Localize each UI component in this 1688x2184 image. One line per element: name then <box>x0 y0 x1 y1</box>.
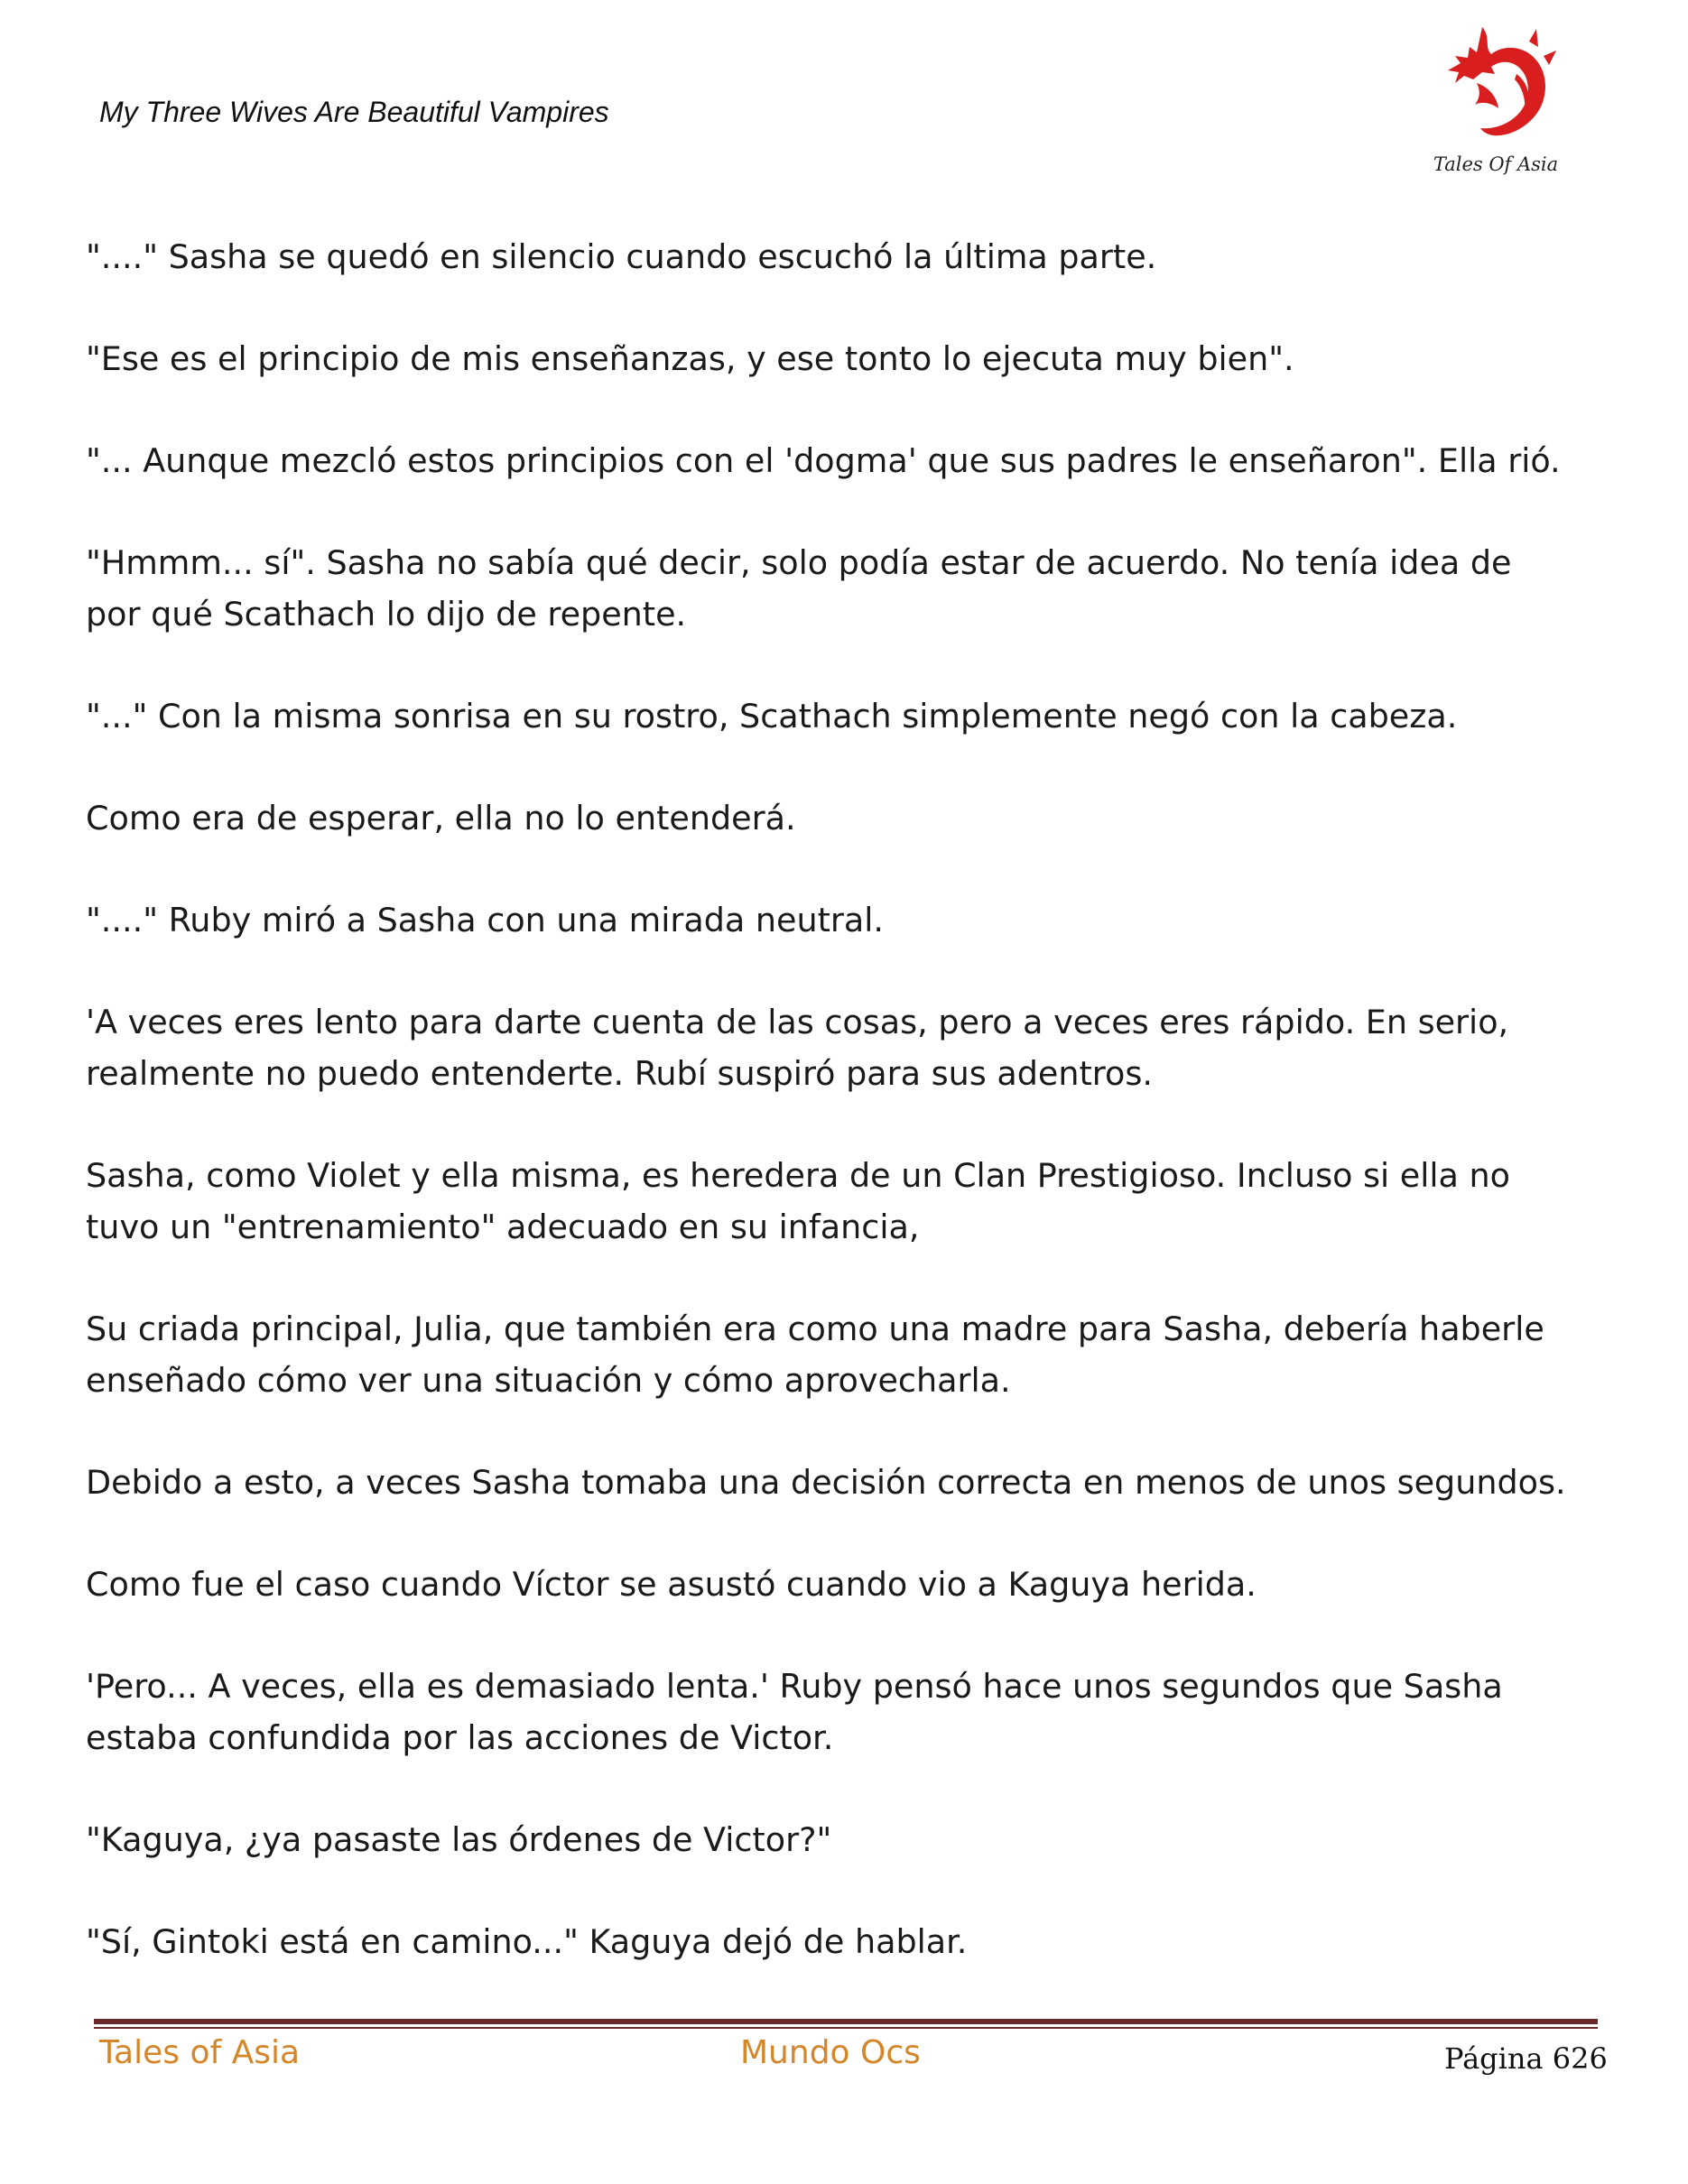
tales-of-asia-logo <box>1428 20 1563 182</box>
paragraph <box>86 1303 1620 1406</box>
paragraph <box>86 792 1620 844</box>
paragraph <box>86 537 1620 640</box>
paragraph-line: "...." Sasha se quedó en silencio cuando escuchó la última parte. <box>86 237 1157 276</box>
paragraph-line: realmente no puedo entenderte. Rubí suspiró para sus adentros. <box>86 1054 1153 1093</box>
paragraph <box>86 435 1620 486</box>
paragraph-line: "Kaguya, ¿ya pasaste las órdenes de Victor?" <box>86 1820 832 1859</box>
page-number: Página 626 <box>1444 2041 1608 2076</box>
paragraph <box>86 333 1620 384</box>
paragraph-line: 'Pero... A veces, ella es demasiado lenta.' Ruby pensó hace unos segundos que Sasha <box>86 1667 1503 1706</box>
paragraph-line: Como era de esperar, ella no lo entenderá. <box>86 799 796 838</box>
paragraph-line: por qué Scathach lo dijo de repente. <box>86 595 687 634</box>
footer-divider <box>94 2019 1598 2030</box>
paragraph-line: 'A veces eres lento para darte cuenta de las cosas, pero a veces eres rápido. En serio, <box>86 1003 1509 1041</box>
paragraph <box>86 231 1620 282</box>
paragraph <box>86 1661 1620 1763</box>
footer-divider-thin <box>94 2027 1598 2029</box>
paragraph-line: enseñado cómo ver una situación y cómo aprovecharla. <box>86 1361 1011 1400</box>
paragraph-line: estaba confundida por las acciones de Victor. <box>86 1718 834 1757</box>
book-title: My Three Wives Are Beautiful Vampires <box>99 96 609 128</box>
paragraph <box>86 996 1620 1099</box>
paragraph-line: Como fue el caso cuando Víctor se asustó cuando vio a Kaguya herida. <box>86 1565 1257 1604</box>
paragraph <box>86 1814 1620 1865</box>
footer-section: Mundo Ocs <box>740 2034 921 2071</box>
paragraph <box>86 690 1620 742</box>
paragraph <box>86 1150 1620 1253</box>
paragraph-line: "Ese es el principio de mis enseñanzas, y ese tonto lo ejecuta muy bien". <box>86 339 1294 378</box>
paragraph-line: "Hmmm... sí". Sasha no sabía qué decir, solo podía estar de acuerdo. No tenía idea de <box>86 543 1512 582</box>
paragraph-line: "... Aunque mezcló estos principios con el 'dogma' que sus padres le enseñaron". Ella rió. <box>86 441 1561 480</box>
paragraph-line: "Sí, Gintoki está en camino..." Kaguya dejó de hablar. <box>86 1922 968 1961</box>
logo-text: Tales Of Asia <box>1433 153 1559 175</box>
paragraph <box>86 894 1620 946</box>
red-dragon-icon <box>1428 20 1563 155</box>
paragraph-line: Debido a esto, a veces Sasha tomaba una decisión correcta en menos de unos segundos. <box>86 1463 1566 1502</box>
footer-divider-thick <box>94 2019 1598 2024</box>
footer-publisher: Tales of Asia <box>99 2034 301 2071</box>
paragraph-line: Su criada principal, Julia, que también era como una madre para Sasha, debería haberle <box>86 1309 1544 1348</box>
paragraph-line: Sasha, como Violet y ella misma, es heredera de un Clan Prestigioso. Incluso si ella no <box>86 1156 1510 1195</box>
paragraph <box>86 1559 1620 1610</box>
paragraph <box>86 1916 1620 1967</box>
paragraph-line: "..." Con la misma sonrisa en su rostro, Scathach simplemente negó con la cabeza. <box>86 697 1458 736</box>
chapter-body <box>86 231 1620 2018</box>
paragraph-line: "...." Ruby miró a Sasha con una mirada neutral. <box>86 901 885 939</box>
paragraph-line: tuvo un "entrenamiento" adecuado en su infancia, <box>86 1208 920 1246</box>
paragraph <box>86 1457 1620 1508</box>
